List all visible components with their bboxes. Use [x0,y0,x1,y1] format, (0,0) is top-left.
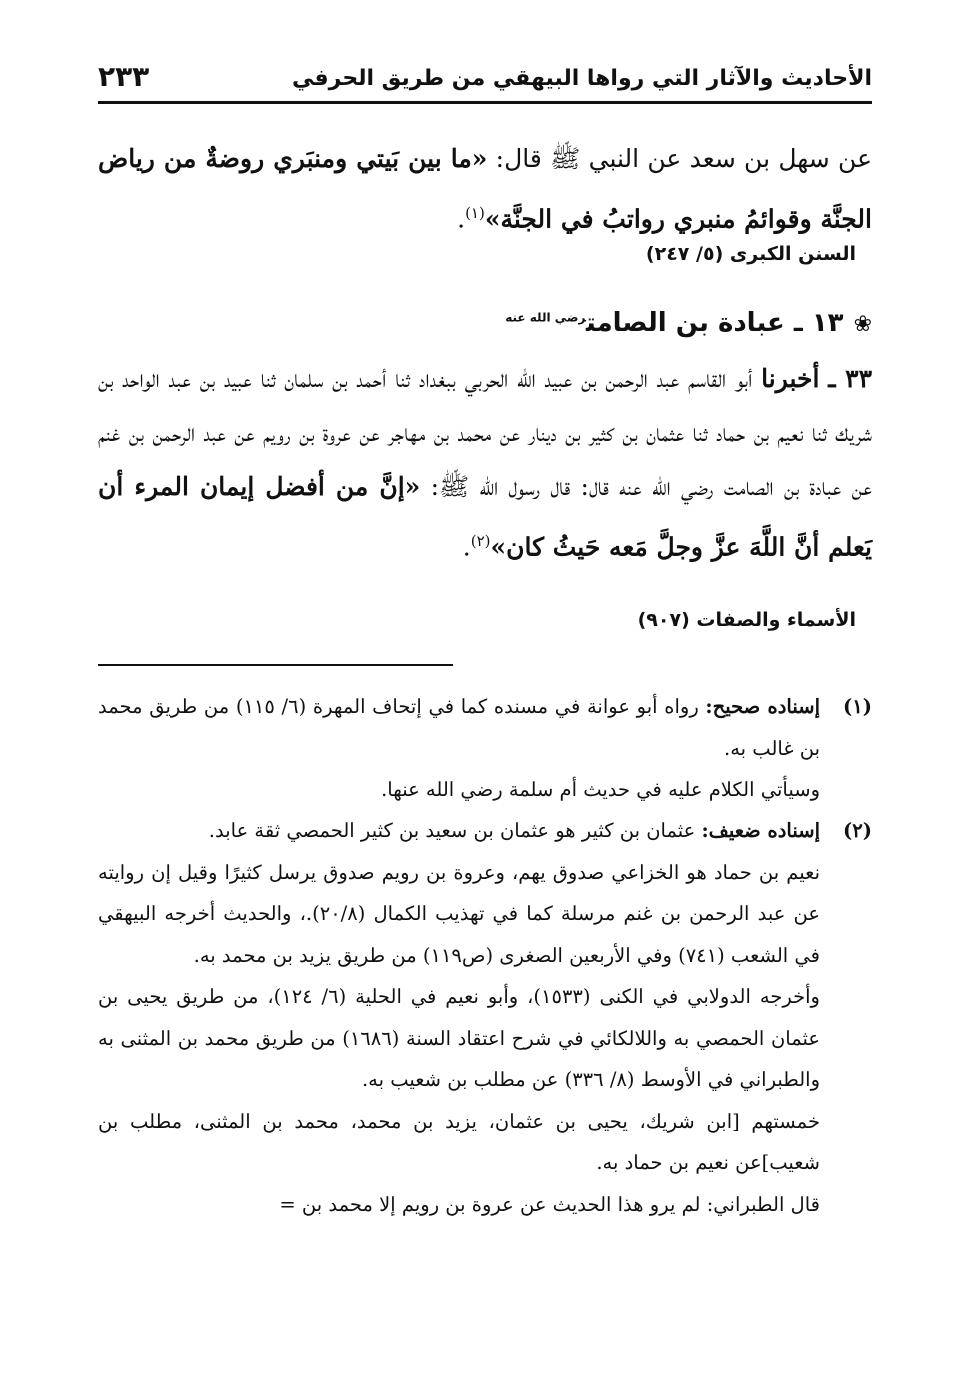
running-header [98,58,872,98]
source-citation: الأسماء والصفات (٩٠٧) [637,609,856,631]
flower-icon: ❀ [853,312,872,337]
hadith-matn: «ما بين بَيتي ومنبَري روضةٌ من رياض الجنَّة وقوائمُ منبري رواتبُ في الجنَّة» [98,144,872,234]
footnote-paragraph: خمستهم [ابن شريك، يحيى بن عثمان، يزيد بن محمد، محمد بن المثنى، مطلب بن شعيب]عن نعيم بن حماد به. [98,1109,820,1174]
sentence-end: . [462,532,471,562]
footnote-paragraph: وسيأتي الكلام عليه في حديث أم سلمة رضي الله عنها. [381,778,820,801]
footnote-text: عثمان بن كثير هو عثمان بن سعيد بن كثير الحمصي ثقة عابد. [208,819,702,842]
hadith-matn: «إنَّ من أفضل إيمان المرء أن يَعلم أنَّ اللَّهَ عزَّ وجلَّ مَعه حَيثُ كان» [98,472,872,562]
footnote-paragraph [98,810,820,852]
footnote-paragraph: قال الطبراني: لم يرو هذا الحديث عن عروة بن رويم إلا محمد بن = [279,1192,820,1216]
hadith-sahl-paragraph [98,132,872,246]
footnote-paragraph: وأخرجه الدولابي في الكنى (١٥٣٣)، وأبو نعيم في الحلية (٦/ ١٢٤)، من طريق يحيى بن عثمان الحمصي به واللالكائي في شرح اعتقاد السنة (١٦٨٦) من طريق محمد بن المثنى به والطبراني في الأوسط (٨/ ٣٣٦) عن مطلب بن شعيب به. [98,985,820,1091]
header-divider [98,101,872,104]
sentence-end: . [457,204,466,234]
hadith-lead: عن سهل بن سعد عن النبي ﷺ قال: [487,144,872,173]
footnote-1 [98,686,872,811]
footnote-ref: (١) [465,204,485,222]
hadith-number: ٣٣ ـ [828,364,873,393]
footnote-2 [98,810,872,1225]
footnote-text: رواه أبو عوانة في مسنده كما في إتحاف المهرة (٦/ ١١٥) من طريق محمد بن غالب به. [98,695,820,760]
page-number: ٢٣٣ [98,60,150,93]
footnote-ref: (٢) [470,532,491,550]
footnote-paragraph [98,686,820,769]
footnote-number: (٢) [843,819,872,842]
akhbarana-word: أخبرنا [761,364,820,393]
footnote-label: إسناده صحيح: [705,695,820,718]
footnote-divider [98,664,453,666]
hadith-isnad: أبو القاسم عبد الرحمن بن عبيد الله الحربي ببغداد ثنا أحمد بن سلمان ثنا عبيد بن عبد الواحد بن شريك ثنا نعيم بن حماد ثنا عثمان بن كثير بن دينار عن محمد بن مهاجر عن عروة بن رويم عن عبد الرحمن بن غنم عن عبادة بن الصامت رضي الله عنه قال: قال رسول الله ﷺ: [98,364,872,501]
hadith-33-paragraph [98,352,872,574]
footnote-label: إسناده ضعيف: [701,819,820,842]
honorific: رضي الله عنه [505,310,586,325]
running-title: الأحاديث والآثار التي رواها البيهقي من طريق الحرفي [291,66,872,91]
source-citation: السنن الكبرى (٥/ ٢٤٧) [645,243,856,265]
footnote-paragraph: نعيم بن حماد هو الخزاعي صدوق يهم، وعروة بن رويم صدوق يرسل كثيرًا وقيل إن روايته عن عبد الرحمن بن غنم مرسلة كما في تهذيب الكمال (٢٠/٨).، والحديث أخرجه البيهقي في الشعب (٧٤١) وفي الأربعين الصغرى (ص١١٩) من طريق يزيد بن محمد به. [98,860,820,967]
section-heading [98,308,872,338]
section-title: ١٣ ـ عبادة بن الصامت [585,308,844,338]
footnote-number: (١) [843,695,872,718]
